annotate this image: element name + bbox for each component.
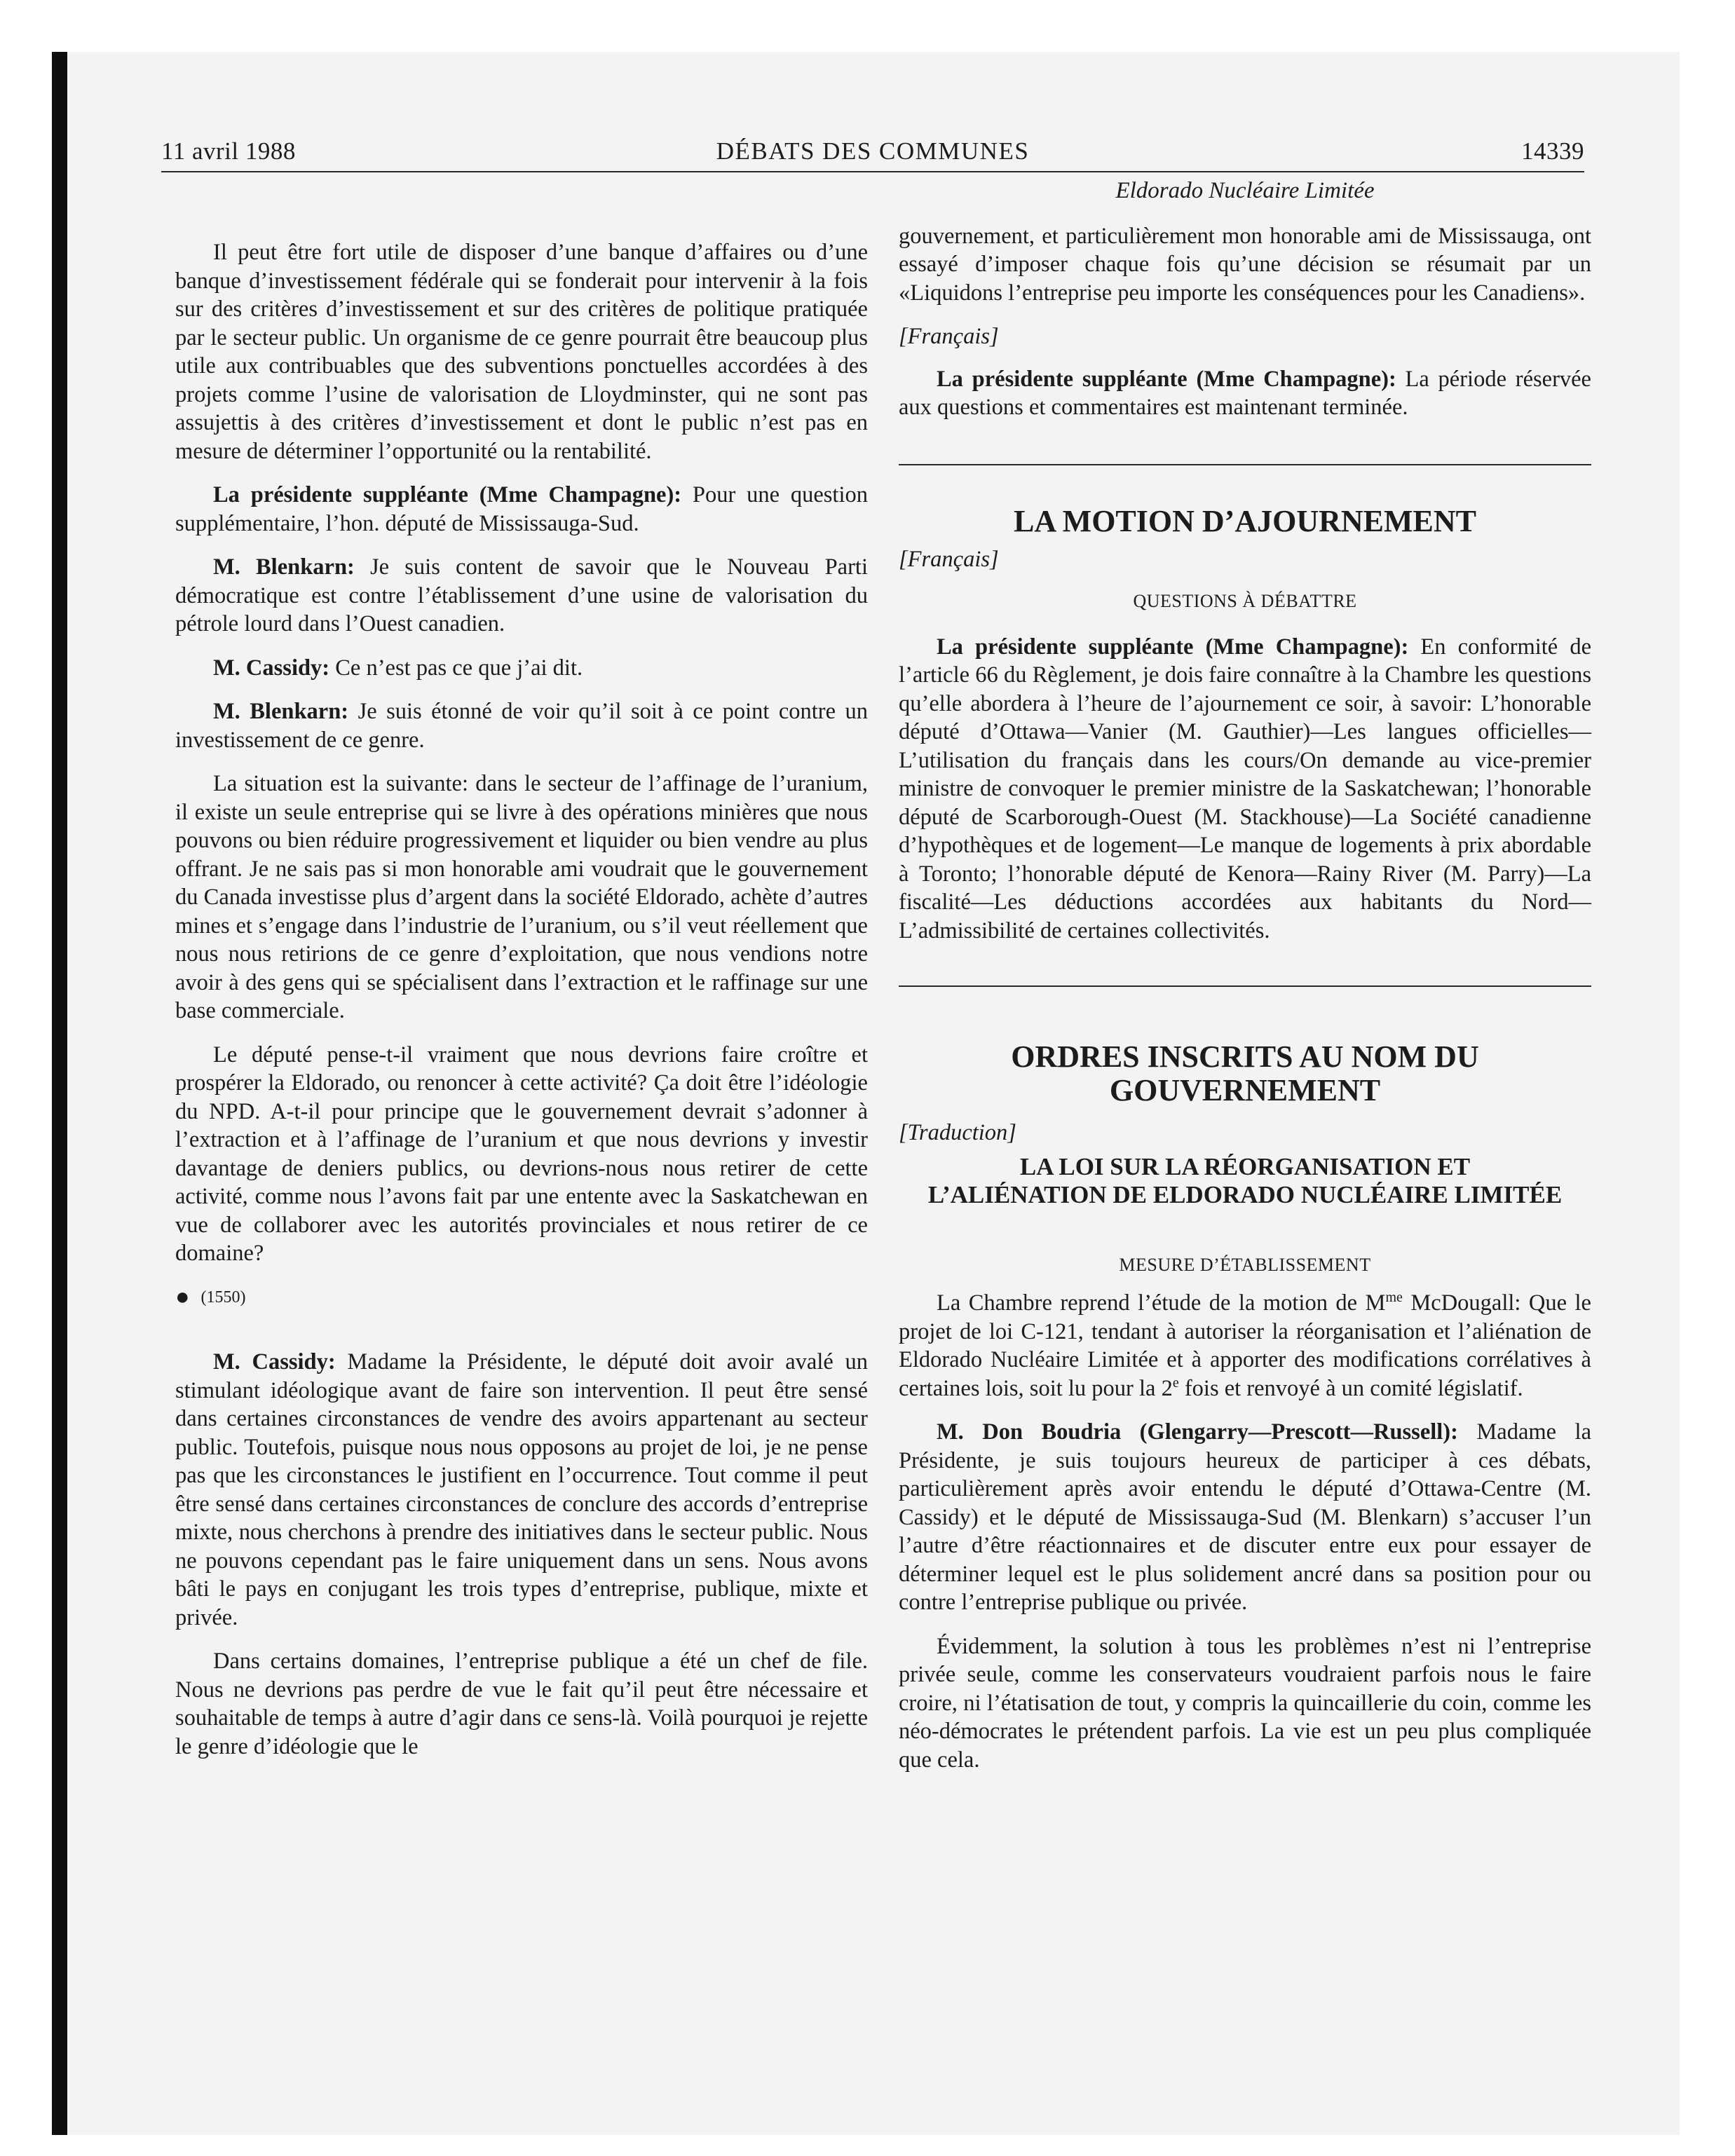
right-column (899, 177, 1591, 1789)
speech-text: Ce n’est pas ce que j’ai dit. (329, 655, 583, 681)
paragraph: Évidemment, la solution à tous les problèmes n’est ni l’entreprise privée seule, comme les conservateurs voudraient parfois nous le faire croire, ni l’étatisation de tout, y compris la quincaillerie du coin, comme les néo-démocrates le prétendent parfois. La vie est un peu plus compliquée que cela. (899, 1633, 1591, 1773)
section-title-line: ORDRES INSCRITS AU NOM DU (1011, 1039, 1479, 1074)
speech-text: Je suis content de savoir que le Nouveau Parti démocratique est contre l’établissement d’une usine de valorisation du pétrole lourd dans l’Ouest canadien. (175, 554, 868, 636)
running-header (161, 137, 1584, 174)
topic-line: Eldorado Nucléaire Limitée (1115, 178, 1375, 203)
paragraph: gouvernement, et particulièrement mon honorable ami de Mississauga, ont essayé d’imposer chaque fois qu’une décision se résumait par un «Liquidons l’entreprise peu importe les conséquences pour les Canadiens». (899, 223, 1591, 306)
paragraph (175, 654, 868, 683)
speech-text: McDougall: Que le projet de loi C-121, tendant à autoriser la réorganisation et l’aliénation de Eldorado Nucléaire Limitée et à apporter des modifications corrélatives à certaines lois, soit lu pour la 2 (899, 1290, 1591, 1401)
speech-text: Madame la Présidente, le député doit avoir avalé un stimulant idéologique avant de faire son intervention. Il peut être sensé dans certaines circonstances de vendre des avoirs appartenant au secteur public. Toutefois, puisque nous nous opposons au projet de loi, je ne pense pas que les circonstances le justifient en l’occurrence. Tout comme il peut être sensé dans certaines circonstances de conclure des accords d’entreprise mixte, nous cherchons à prendre des initiatives dans le secteur public. Nous ne pouvons cependant pas le faire uniquement dans un sens. Nous avons bâti le pays en conjugant les trois types d’entreprise, publique, mixte et privée. (175, 1349, 868, 1630)
speech-text: En conformité de l’article 66 du Règlement, je dois faire connaître à la Chambre les questions qu’elle abordera à l’heure de l’ajournement ce soir, à savoir: L’honorable député d’Ottawa—Vanier (M. Gauthier)—Les langues officielles—L’utilisation du français dans les cours/On demande au vice-premier ministre de convoquer le premier ministre de la Saskatchewan; l’honorable député de Scarborough-Ouest (M. Stackhouse)—La Société canadienne d’hypothèques et de logement—Le manque de logements à prix abordable à Toronto; l’honorable député de Kenora—Rainy River (M. Parry)—La fiscalité—Les déductions accordées aux habitants du Nord—L’admissibilité de certaines collectivités. (899, 634, 1591, 943)
speaker-name: M. Cassidy: (213, 1349, 336, 1374)
paragraph (899, 633, 1591, 946)
header-publication: DÉBATS DES COMMUNES (716, 137, 1030, 165)
paragraph: Le député pense-t-il vraiment que nous devrions faire croître et prospérer la Eldorado, ou renoncer à cette activité? Ça doit être l’idéologie du NPD. A-t-il pour principe que le gouvernement devrait s’adonner à l’extraction et à l’affinage de l’uranium et que nous devrions y investir davantage de deniers publics, ou devrions-nous nous retirer de cette activité, comme nous l’avons fait par une entente avec la Saskatchewan en vue de collaborer avec les autorités provinciales et nous retirer de ce domaine? (175, 1042, 868, 1266)
speech-text: Je suis étonné de voir qu’il soit à ce point contre un investissement de ce genre. (175, 699, 868, 753)
paragraph: La situation est la suivante: dans le secteur de l’affinage de l’uranium, il existe un seule entreprise qui se livre à des opérations minières que nous pouvons ou bien réduire progressivement et liquider ou bien vendre au plus offrant. Je ne sais pas si mon honorable ami voudrait que le gouvernement du Canada investisse plus d’argent dans la société Eldorado, achète d’autres mines et s’engage dans l’industrie de l’uranium, ou s’il veut réellement que nous nous retirions de ce genre d’exploitation, que nous vendions notre avoir à des gens qui se spécialisent dans l’extraction et le raffinage sur une base commerciale. (175, 771, 868, 1023)
speaker-name: M. Blenkarn: (213, 699, 349, 724)
bill-title-line: LA LOI SUR LA RÉORGANISATION ET (1019, 1152, 1471, 1180)
language-marker: [Traduction] (899, 1120, 1016, 1145)
speaker-name: La présidente suppléante (Mme Champagne): (937, 634, 1409, 660)
paragraph (899, 365, 1591, 422)
paragraph (175, 481, 868, 538)
bullet-icon: ● (175, 1283, 190, 1310)
section-subtitle: QUESTIONS À DÉBATTRE (1133, 591, 1357, 611)
speaker-name: M. Blenkarn: (213, 554, 355, 580)
language-marker: [Français] (899, 546, 999, 572)
header-rule (161, 171, 1584, 172)
speech-text: fois et renvoyé à un comité législatif. (1178, 1375, 1523, 1401)
bill-title-line: L’ALIÉNATION DE ELDORADO NUCLÉAIRE LIMITÉE (927, 1180, 1563, 1208)
paragraph (899, 1418, 1591, 1617)
speaker-name: M. Cassidy: (213, 655, 330, 681)
paragraph: Dans certains domaines, l’entreprise publique a été un chef de file. Nous ne devrions pas perdre de vue le fait qu’il peut être nécessaire et souhaitable de temps à autre d’agir dans ce sens-là. Voilà pourquoi je rejette le genre d’idéologie que le (175, 1649, 868, 1759)
speech-text: Madame la Présidente, je suis toujours heureux de participer à ces débats, particulièrement après avoir entendu le député d’Ottawa-Centre (M. Cassidy) et le député de Mississauga-Sud (M. Blenkarn) s’accuser l’un l’autre d’être réactionnaires et de discuter entre eux pour essayer de déterminer lequel est le plus solidement ancré dans sa position pour ou contre l’entreprise publique ou privée. (899, 1419, 1591, 1615)
bill-subtitle: MESURE D’ÉTABLISSEMENT (1119, 1254, 1371, 1275)
section-title: LA MOTION D’AJOURNEMENT (1013, 503, 1477, 538)
section-title-line: GOUVERNEMENT (1109, 1073, 1381, 1107)
time-marker (175, 1283, 868, 1312)
paragraph: Il peut être fort utile de disposer d’une banque d’affaires ou d’une banque d’investissement fédérale qui se fonderait pour intervenir à la fois sur des critères d’investissement et sur des critères de politique pratiquée par le secteur public. Un organisme de ce genre pourrait être beaucoup plus utile aux contribuables que des subventions ponctuelles accordées à des projets comme l’usine de valorisation de Lloydminster, qui ne sont pas assujettis à des critères d’investissement et dont le public n’est pas en mesure de déterminer l’opportunité ou la rentabilité. (175, 240, 868, 464)
speaker-name: La présidente suppléante (Mme Champagne): (937, 366, 1396, 392)
header-date: 11 avril 1988 (161, 137, 296, 165)
left-column (175, 238, 868, 1776)
speech-text: La période réservée aux questions et commentaires est maintenant terminée. (899, 366, 1591, 420)
superscript: e (1172, 1374, 1179, 1391)
speaker-name: La présidente suppléante (Mme Champagne): (213, 482, 682, 507)
time-marker-text: (1550) (200, 1288, 246, 1306)
header-page-number: 14339 (1521, 137, 1584, 165)
section-rule (899, 464, 1591, 465)
language-marker: [Français] (899, 324, 999, 349)
section-rule (899, 985, 1591, 987)
paragraph (175, 1348, 868, 1632)
scan-edge-bar (52, 52, 67, 2135)
speech-text: Pour une question supplémentaire, l’hon. député de Mississauga-Sud. (175, 482, 868, 536)
paragraph (175, 697, 868, 754)
bill-title (899, 1153, 1591, 1209)
section-title (899, 1040, 1591, 1107)
paragraph (899, 1289, 1591, 1403)
superscript: me (1385, 1290, 1403, 1306)
speech-text: La Chambre reprend l’étude de la motion de M (937, 1290, 1386, 1316)
paragraph (175, 553, 868, 639)
speaker-name: M. Don Boudria (Glengarry—Prescott—Russell): (937, 1419, 1458, 1445)
